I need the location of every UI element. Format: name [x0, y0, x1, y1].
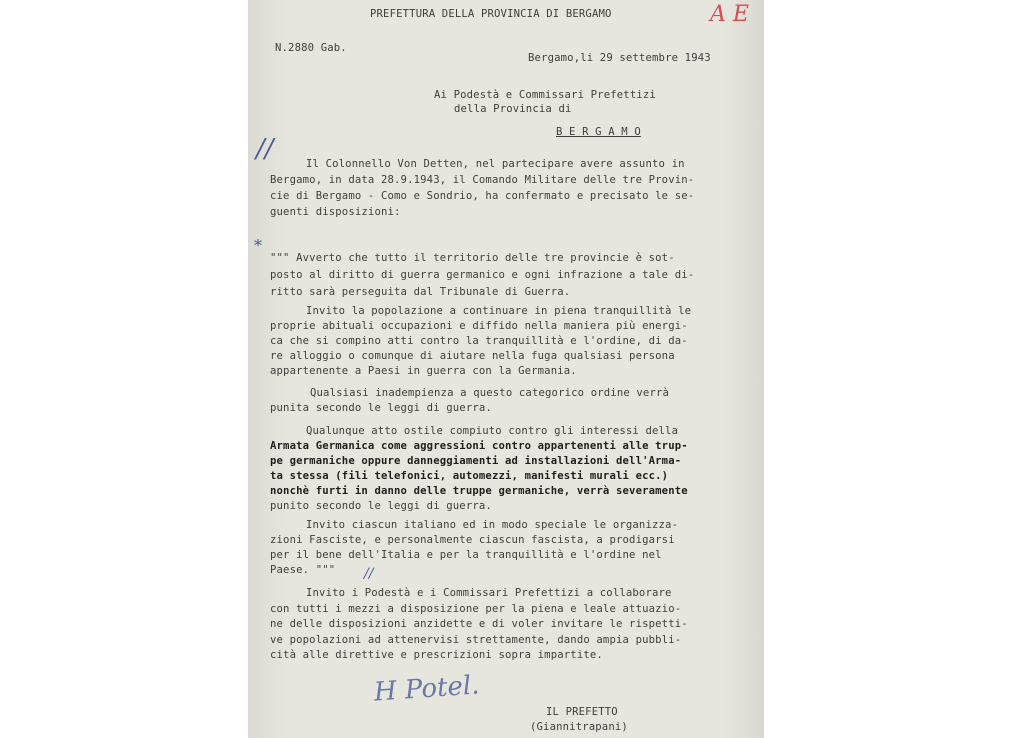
- quote-paragraph-2: [270, 304, 691, 379]
- signature-name: (Giannitrapani): [530, 721, 628, 733]
- place-date: Bergamo,li 29 settembre 1943: [528, 52, 711, 64]
- document-page: [248, 0, 764, 738]
- margin-mark-quote: //: [364, 566, 374, 582]
- quote-line-bold: Armata Germanica come aggressioni contro appartenenti alle trup-: [270, 440, 688, 452]
- intro-line: guenti disposizioni:: [270, 206, 401, 218]
- quote-line: zioni Fasciste, e personalmente ciascun fascista, a prodigarsi: [270, 534, 675, 546]
- corner-mark: A E: [710, 2, 749, 27]
- quote-line: ca che si compino atti contro la tranquillità e l'ordine, di da-: [270, 335, 688, 347]
- quote-line-bold: pe germaniche oppure danneggiamenti ad installazioni dell'Arma-: [270, 455, 682, 467]
- intro-line: Bergamo, in data 28.9.1943, il Comando Militare delle tre Provin-: [270, 174, 695, 186]
- quote-line: Paese. """: [270, 564, 336, 576]
- quote-line: Qualunque atto ostile compiuto contro gli interessi della: [306, 425, 679, 437]
- quote-paragraph-3: [270, 386, 669, 416]
- quote-line: proprie abituali occupazioni e diffido nella maniera più energi-: [270, 320, 688, 332]
- intro-paragraph: [270, 156, 694, 220]
- closing-line: cità alle direttive e prescrizioni sopra impartite.: [270, 649, 603, 661]
- closing-line: con tutti i mezzi a disposizione per la piena e leale attuazio-: [270, 602, 682, 615]
- quote-line: punito secondo le leggi di guerra.: [270, 500, 492, 512]
- quote-paragraph-4: [270, 424, 688, 514]
- quote-line: posto al diritto di guerra germanico e ogni infrazione a tale di-: [270, 269, 695, 281]
- margin-mark-star: *: [254, 236, 262, 255]
- addressee-city: B E R G A M O: [556, 126, 641, 138]
- quote-paragraph-1: [270, 250, 694, 301]
- closing-line: ve popolazioni ad attenervisi strettamente, dando ampia pubbli-: [270, 633, 682, 646]
- intro-line: cie di Bergamo - Como e Sondrio, ha confermato e precisato le se-: [270, 190, 695, 202]
- quote-line: per il bene dell'Italia e per la tranquillità e l'ordine nel: [270, 549, 662, 561]
- closing-line: ne delle disposizioni anzidette e di voler invitare le rispetti-: [270, 618, 688, 630]
- quote-line: re alloggio o comunque di aiutare nella fuga qualsiasi persona: [270, 350, 675, 362]
- quote-line: appartenente a Paesi in guerra con la Germania.: [270, 365, 577, 377]
- quote-line: ritto sarà perseguita dal Tribunale di Guerra.: [270, 286, 571, 298]
- addressee-line-2: della Provincia di: [454, 103, 572, 115]
- quote-paragraph-5: [270, 518, 678, 578]
- quote-line-bold: nonchè furti in danno delle truppe germaniche, verrà severamente: [270, 485, 688, 497]
- quote-line: punita secondo le leggi di guerra.: [270, 402, 492, 414]
- quote-line: Invito ciascun italiano ed in modo speciale le organizza-: [306, 519, 679, 531]
- margin-mark-double-slash: //: [256, 134, 274, 164]
- closing-paragraph: [270, 586, 688, 664]
- quote-line-bold: ta stessa (fili telefonici, automezzi, manifesti murali ecc.): [270, 470, 669, 482]
- office-header: PREFETTURA DELLA PROVINCIA DI BERGAMO: [370, 8, 612, 20]
- quote-line: """ Avverto che tutto il territorio delle tre provincie è sot-: [270, 252, 675, 264]
- signature-title: IL PREFETTO: [546, 706, 618, 718]
- addressee-line-1: Ai Podestà e Commissari Prefettizi: [434, 89, 656, 101]
- closing-line: Invito i Podestà e i Commissari Prefettizi a collaborare: [306, 587, 672, 599]
- intro-line: Il Colonnello Von Detten, nel partecipare avere assunto in: [306, 158, 685, 170]
- protocol-number: N.2880 Gab.: [275, 42, 347, 54]
- quote-line: Invito la popolazione a continuare in piena tranquillità le: [306, 305, 692, 317]
- handwritten-signature: H Potel.: [373, 670, 481, 708]
- quote-line: Qualsiasi inadempienza a questo categorico ordine verrà: [310, 387, 670, 399]
